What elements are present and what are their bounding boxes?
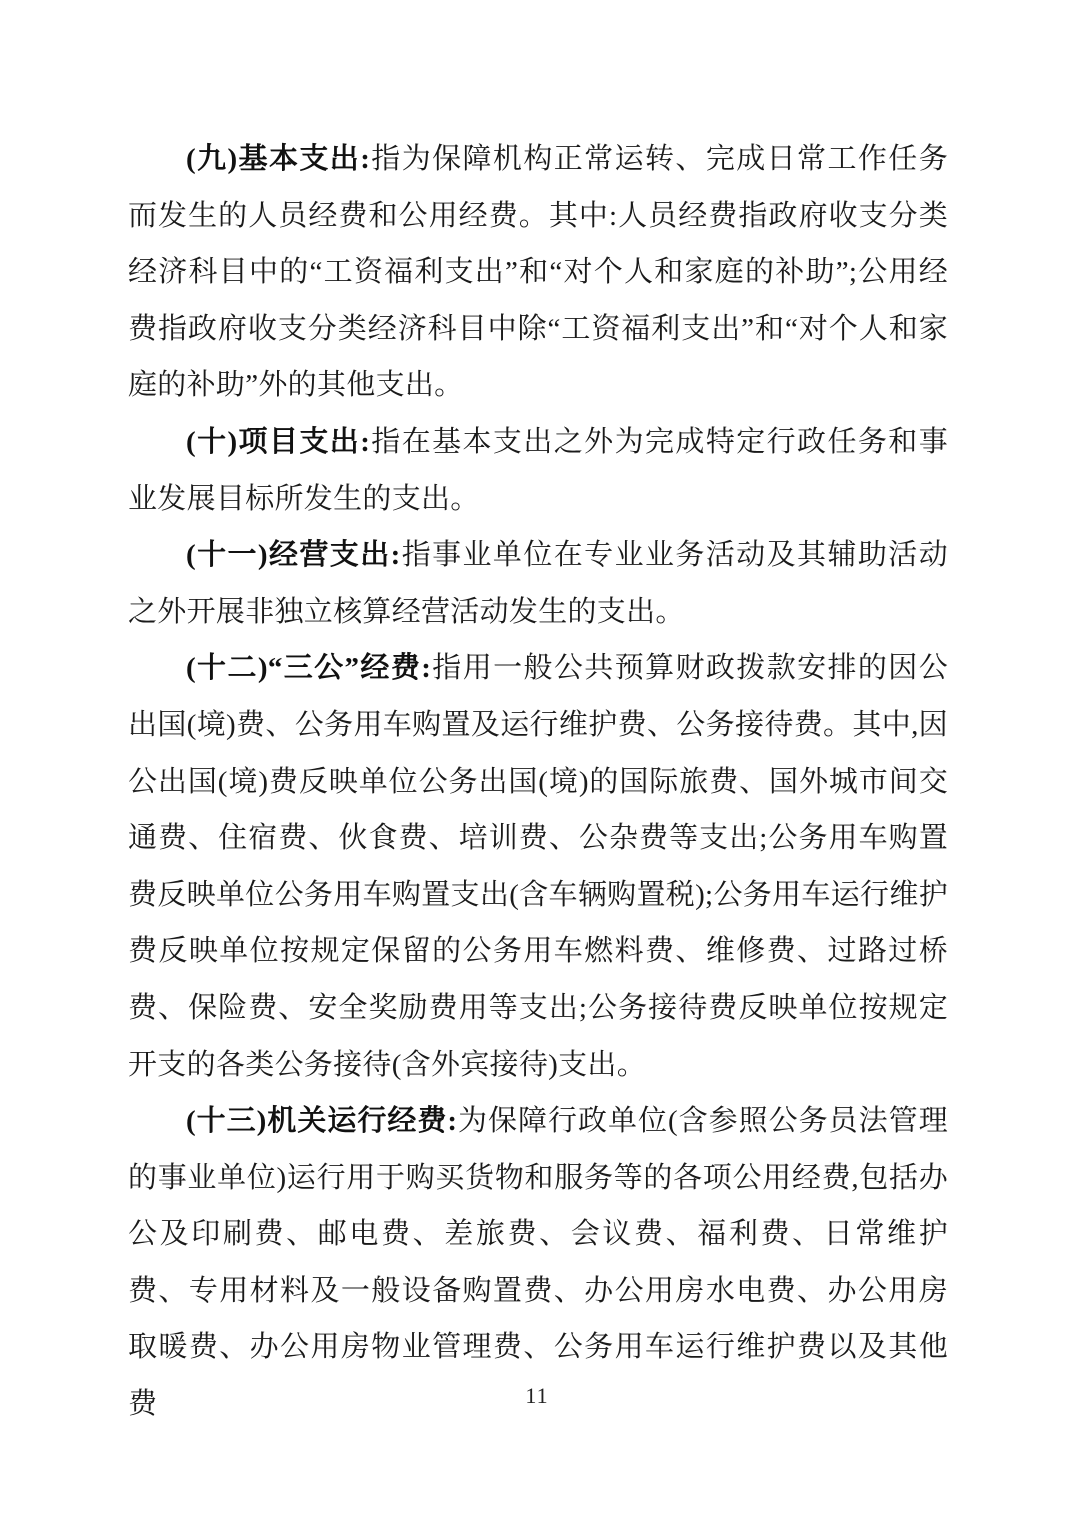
paragraph-body: 为保障行政单位(含参照公务员法管理的事业单位)运行用于购买货物和服务等的各项公用经费,包括办公及印刷费、邮电费、差旅费、会议费、福利费、日常维护费、专用材料及一般设备购置费、办公用房水电费、办公用房取暖费、办公用房物业管理费、公务用车运行维护费以及其他费 <box>128 1105 948 1421</box>
paragraph-heading: (十三)机关运行经费: <box>186 1105 458 1138</box>
paragraph <box>128 640 948 1093</box>
paragraph <box>128 414 948 527</box>
paragraph-body: 指用一般公共预算财政拨款安排的因公出国(境)费、公务用车购置及运行维护费、公务接待费。其中,因公出国(境)费反映单位公务出国(境)的国际旅费、国外城市间交通费、住宿费、伙食费、培训费、公杂费等支出;公务用车购置费反映单位公务用车购置支出(含车辆购置税);公务用车运行维护费反映单位按规定保留的公务用车燃料费、维修费、过路过桥费、保险费、安全奖励费用等支出;公务接待费反映单位按规定开支的各类公务接待(含外宾接待)支出。 <box>128 652 948 1081</box>
paragraph <box>128 1093 948 1433</box>
paragraph-body: 指事业单位在专业业务活动及其辅助活动之外开展非独立核算经营活动发生的支出。 <box>128 539 949 628</box>
page-number: 11 <box>525 1383 549 1408</box>
paragraph-heading: (十一)经营支出: <box>186 539 401 572</box>
paragraph-heading: (十二)“三公”经费: <box>186 652 432 685</box>
paragraph-body: 指为保障机构正常运转、完成日常工作任务而发生的人员经费和公用经费。其中:人员经费指政府收支分类经济科目中的“工资福利支出”和“对个人和家庭的补助”;公用经费指政府收支分类经济科目中除“工资福利支出”和“对个人和家庭的补助”外的其他支出。 <box>128 143 949 402</box>
paragraph-heading: (十)项目支出: <box>186 425 371 458</box>
paragraph <box>128 527 948 640</box>
paragraph <box>128 131 948 414</box>
paragraph-heading: (九)基本支出: <box>186 143 371 175</box>
document-body <box>128 131 948 1433</box>
paragraph-body: 指在基本支出之外为完成特定行政任务和事业发展目标所发生的支出。 <box>128 425 949 515</box>
